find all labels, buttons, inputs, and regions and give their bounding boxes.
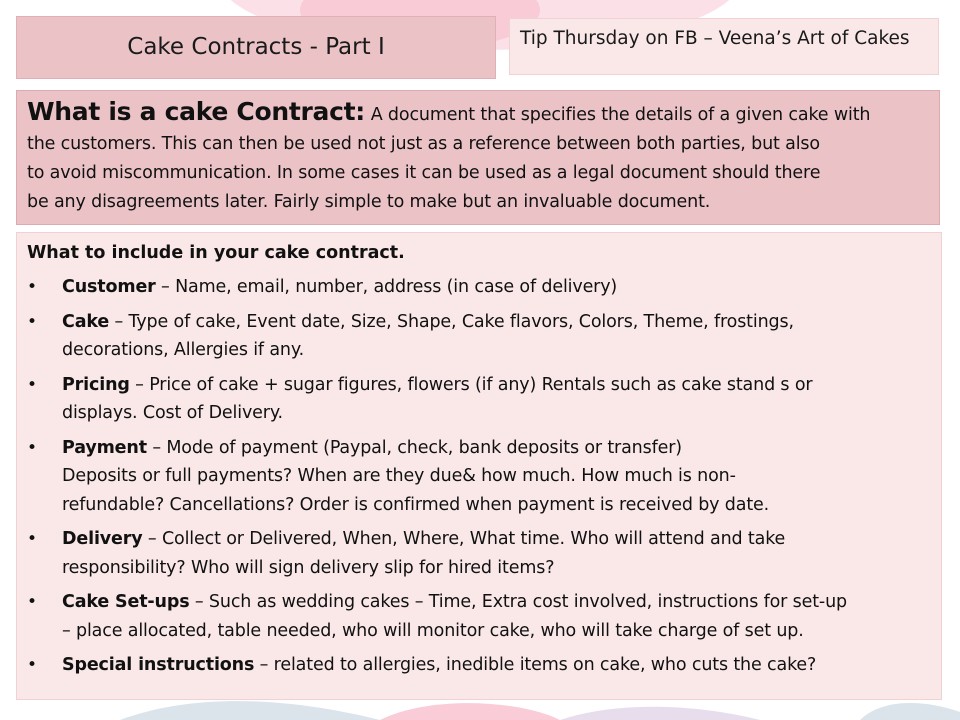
definition-term: What is a cake Contract [27, 97, 356, 126]
list-item-customer [27, 273, 929, 302]
definition-line-1: A document that specifies the details of a given cake with [365, 105, 871, 125]
bullet-icon: • [27, 311, 37, 332]
list-item-payment [27, 434, 929, 520]
item-text: refundable? Cancellations? Order is confirmed when payment is received by date. [62, 494, 770, 515]
bullet-icon: • [27, 277, 37, 297]
item-text: displays. Cost of Delivery. [62, 403, 283, 423]
item-text: decorations, Allergies if any. [62, 340, 304, 360]
item-text: – Collect or Delivered, When, Where, What time. Who will attend and take [142, 529, 786, 549]
page-title: Cake Contracts - Part I [127, 33, 385, 60]
list-item-cake-set-ups [27, 588, 929, 645]
item-text: – Type of cake, Event date, Size, Shape, Cake flavors, Colors, Theme, frostings, [109, 311, 794, 332]
item-text: – Such as wedding cakes – Time, Extra cost involved, instructions for set-up [189, 592, 847, 612]
title-box [16, 16, 496, 79]
item-text: – related to allergies, inedible items on cake, who cuts the cake? [254, 655, 817, 675]
tip-text: Tip Thursday on FB – Veena’s Art of Cakes [520, 28, 910, 49]
item-text: – Price of cake + sugar figures, flowers (if any) Rentals such as cake stand s or [129, 374, 813, 395]
item-term: Delivery [62, 529, 143, 549]
item-text: responsibility? Who will sign delivery slip for hired items? [62, 557, 555, 578]
bullet-icon: • [27, 655, 37, 675]
item-text: Deposits or full payments? When are they due& how much. How much is non- [62, 466, 736, 486]
definition-box [16, 90, 940, 225]
definition-line-4: be any disagreements later. Fairly simple to make but an invaluable document. [27, 192, 711, 212]
list-item-cake [27, 308, 929, 365]
item-term: Special instructions [62, 655, 255, 675]
definition-line-2: the customers. This can then be used not just as a reference between both parties, but also [27, 134, 820, 154]
item-text: – place allocated, table needed, who will monitor cake, who will take charge of set up. [62, 620, 804, 641]
item-text: – Mode of payment (Paypal, check, bank deposits or transfer) [146, 437, 682, 458]
item-term: Customer [62, 277, 156, 297]
item-term: Pricing [62, 374, 130, 395]
definition-paragraph [27, 97, 929, 130]
item-term: Cake Set-ups [62, 592, 190, 612]
bullet-icon: • [27, 529, 37, 549]
tip-box [509, 18, 939, 75]
definition-line-3: to avoid miscommunication. In some cases it can be used as a legal document should there [27, 163, 821, 183]
list-item-delivery [27, 525, 929, 582]
item-term: Cake [62, 311, 110, 332]
bullet-icon: • [27, 592, 37, 612]
item-text: – Name, email, number, address (in case of delivery) [155, 277, 618, 297]
list-item-special-instructions [27, 651, 929, 680]
include-list-box [16, 232, 942, 700]
definition-colon: : [355, 97, 366, 126]
list-item-pricing [27, 371, 929, 428]
bullet-icon: • [27, 374, 37, 395]
include-list [27, 273, 929, 680]
bullet-icon: • [27, 437, 37, 458]
list-heading: What to include in your cake contract. [27, 243, 405, 263]
item-term: Payment [62, 437, 147, 458]
